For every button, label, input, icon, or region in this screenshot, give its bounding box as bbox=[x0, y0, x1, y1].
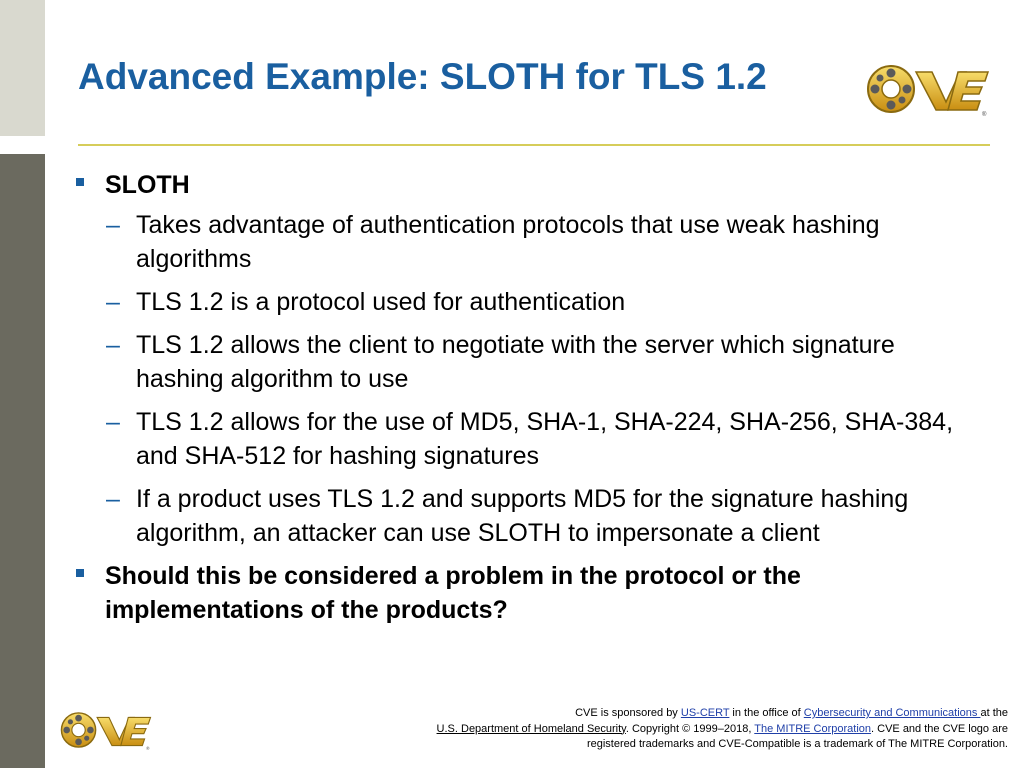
sub-bullet-text: If a product uses TLS 1.2 and supports MD5 for the signature hashing algorithm, an attacker can use SLOTH to impersonate a client bbox=[136, 485, 909, 547]
bullet-square-icon bbox=[76, 569, 84, 577]
dash-icon: – bbox=[106, 211, 120, 239]
bullet-sloth bbox=[76, 168, 976, 202]
footer-text: . Copyright © 1999–2018, bbox=[625, 722, 755, 735]
trademark-mark: ® bbox=[146, 746, 150, 752]
dash-icon: – bbox=[106, 485, 120, 513]
bullet-text: SLOTH bbox=[105, 171, 190, 199]
mitre-link[interactable]: The MITRE Corporation bbox=[754, 722, 872, 735]
sub-bullet-text: TLS 1.2 is a protocol used for authentication bbox=[136, 288, 626, 316]
cybersecurity-link[interactable]: Cybersecurity and Communications bbox=[803, 707, 981, 719]
sub-bullet bbox=[106, 405, 976, 473]
footer-text: in the office of bbox=[729, 707, 804, 719]
dash-icon: – bbox=[106, 408, 120, 436]
footer-text: at the bbox=[980, 707, 1008, 719]
sub-bullet bbox=[106, 208, 976, 276]
cve-logo-top bbox=[866, 60, 990, 118]
footer-copyright bbox=[408, 706, 1008, 753]
title-divider bbox=[78, 144, 990, 146]
sub-bullet-text: Takes advantage of authentication protocols that use weak hashing algorithms bbox=[136, 211, 880, 273]
sub-bullet bbox=[106, 328, 976, 396]
sub-bullet bbox=[106, 285, 976, 319]
bullet-text: Should this be considered a problem in the protocol or the implementations of the products? bbox=[105, 562, 801, 624]
cve-logo-bottom bbox=[60, 708, 152, 752]
sub-bullet-list bbox=[76, 208, 976, 550]
footer-text: . CVE and the CVE logo are registered trademarks and CVE-Compatible is a trademark of The MITRE Corporation. bbox=[586, 722, 1008, 750]
dash-icon: – bbox=[106, 288, 120, 316]
dhs-text: U.S. Department of Homeland Security bbox=[436, 722, 626, 735]
bullet-question bbox=[76, 559, 976, 627]
us-cert-link[interactable]: US-CERT bbox=[680, 707, 730, 719]
sub-bullet-text: TLS 1.2 allows the client to negotiate with the server which signature hashing algorithm to use bbox=[136, 331, 895, 393]
side-bar-dark bbox=[0, 154, 45, 768]
slide-title: Advanced Example: SLOTH for TLS 1.2 bbox=[78, 56, 767, 97]
sub-bullet-text: TLS 1.2 allows for the use of MD5, SHA-1, SHA-224, SHA-256, SHA-384, and SHA-512 for hashing signatures bbox=[136, 408, 954, 470]
bullet-square-icon bbox=[76, 178, 84, 186]
dash-icon: – bbox=[106, 331, 120, 359]
trademark-mark: ® bbox=[982, 112, 987, 118]
footer-text: CVE is sponsored by bbox=[575, 707, 681, 719]
sub-bullet bbox=[106, 482, 976, 550]
slide-content bbox=[76, 168, 976, 627]
side-bar-light bbox=[0, 0, 45, 136]
